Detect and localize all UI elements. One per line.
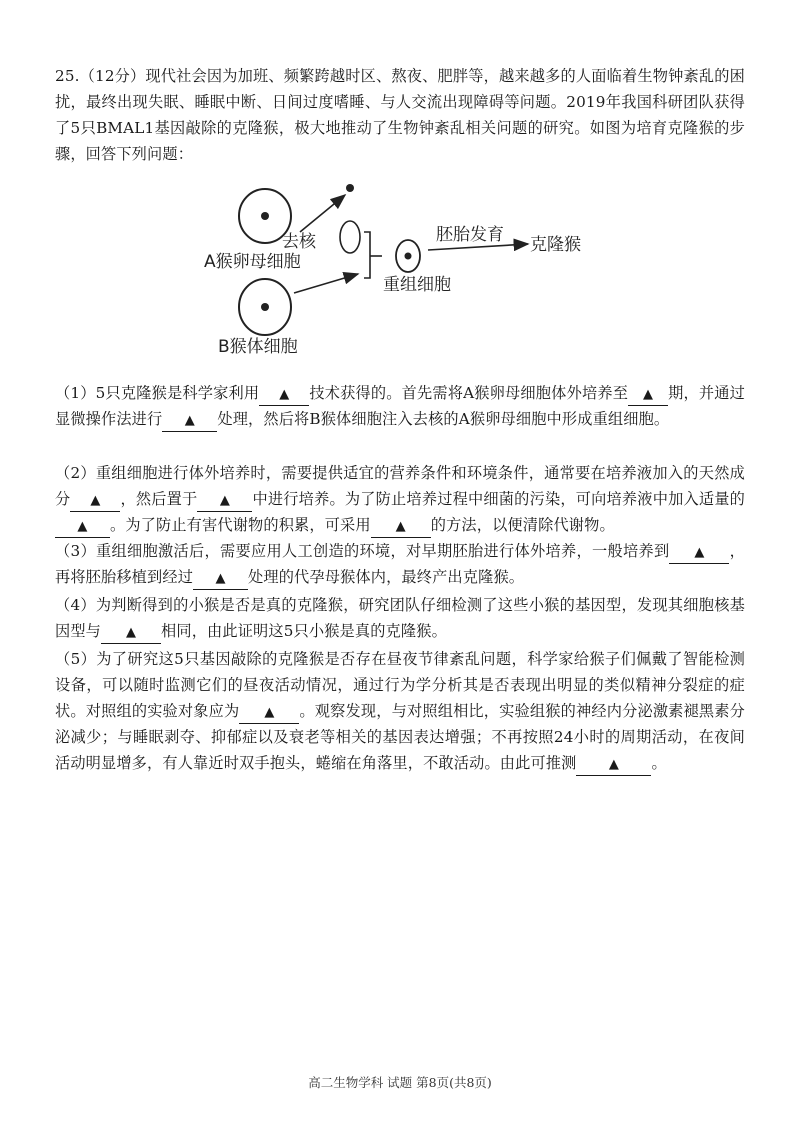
label-embryo-development: 胚胎发育 [436, 225, 504, 245]
answer-blank-2-2[interactable]: ▲ [197, 489, 252, 512]
question-4: （4）为判断得到的小猴是否是真的克隆猴，研究团队仔细检测了这些小猴的基因型，发现其细胞核基因型与 ▲ 相同，由此证明这5只小猴是真的克隆猴。 [55, 592, 745, 644]
combine-bracket [364, 232, 370, 278]
answer-blank-4-1[interactable]: ▲ [101, 621, 161, 644]
answer-blank-5-2[interactable]: ▲ [576, 753, 651, 776]
answer-blank-1-3[interactable]: ▲ [162, 409, 217, 432]
answer-blank-2-3[interactable]: ▲ [55, 515, 110, 538]
question-1: （1）5只克隆猴是科学家利用 ▲ 技术获得的。首先需将A猴卵母细胞体外培养至 ▲ 期，并通过显微操作法进行 ▲ 处理，然后将B猴体细胞注入去核的A猴卵母细胞中形成重组细胞。 [55, 380, 745, 432]
oocyte-a-nucleus [261, 212, 269, 220]
page-footer: 高二生物学科 试题 第8页(共8页) [308, 1075, 492, 1090]
answer-blank-5-1[interactable]: ▲ [239, 701, 299, 724]
recombined-nucleus [405, 253, 412, 260]
label-recombined-cell: 重组细胞 [383, 275, 451, 295]
question-25-intro: 25.（12分）现代社会因为加班、频繁跨越时区、熬夜、肥胖等，越来越多的人面临着生物钟紊乱的困扰，最终出现失眠、睡眠中断、日间过度嗜睡、与人交流出现障碍等问题。2019年我国科研团队获得了5只BMAL1基因敲除的克隆猴，极大地推动了生物钟紊乱相关问题的研究。如图为培育克隆猴的步骤，回答下列问题： [55, 67, 745, 163]
label-somatic-b: B猴体细胞 [218, 337, 298, 357]
answer-blank-1-2[interactable]: ▲ [628, 383, 668, 406]
cloning-diagram [190, 170, 610, 360]
answer-blank-3-2[interactable]: ▲ [193, 567, 248, 590]
question-2: （2）重组细胞进行体外培养时，需要提供适宜的营养条件和环境条件，通常要在培养液加入的天然成分 ▲ ，然后置于 ▲ 中进行培养。为了防止培养过程中细菌的污染，可向培养液中加入适量的▲ 。为了防止有害代谢物的积累，可采用 ▲ 的方法，以便清除代谢物。 [55, 460, 745, 538]
label-oocyte-a: A猴卵母细胞 [204, 252, 301, 272]
removed-nucleus [346, 184, 354, 192]
answer-blank-3-1[interactable]: ▲ [669, 541, 729, 564]
question-5: （5）为了研究这5只基因敲除的克隆猴是否存在昼夜节律紊乱问题，科学家给猴子们佩戴了智能检测设备，可以随时监测它们的昼夜活动情况，通过行为学分析其是否表现出明显的类似精神分裂症的症状。对照组的实验对象应为 ▲ 。观察发现，与对照组相比，实验组猴的神经内分泌激素褪黑素分泌减少；与睡眠剥夺、抑郁症以及衰老等相关的基因表达增强；不再按照24小时的周期活动，在夜间活动明显增多，有人靠近时双手抱头，蜷缩在角落里，不敢活动。由此可推测 ▲ 。 [55, 646, 745, 776]
somatic-b-nucleus [261, 303, 269, 311]
question-3: （3）重组细胞激活后，需要应用人工创造的环境，对早期胚胎进行体外培养，一般培养到 ▲ ，再将胚胎移植到经过 ▲ 处理的代孕母猴体内，最终产出克隆猴。 [55, 538, 745, 590]
answer-blank-1-1[interactable]: ▲ [259, 383, 309, 406]
answer-blank-2-1[interactable]: ▲ [70, 489, 120, 512]
answer-blank-2-4[interactable]: ▲ [371, 515, 431, 538]
arrow-to-removed-nucleus [300, 195, 345, 232]
label-remove-nucleus: 去核 [282, 232, 316, 252]
enucleated-oocyte [340, 221, 360, 253]
label-clone-monkey: 克隆猴 [530, 235, 581, 255]
arrow-somatic-injection [294, 274, 358, 293]
